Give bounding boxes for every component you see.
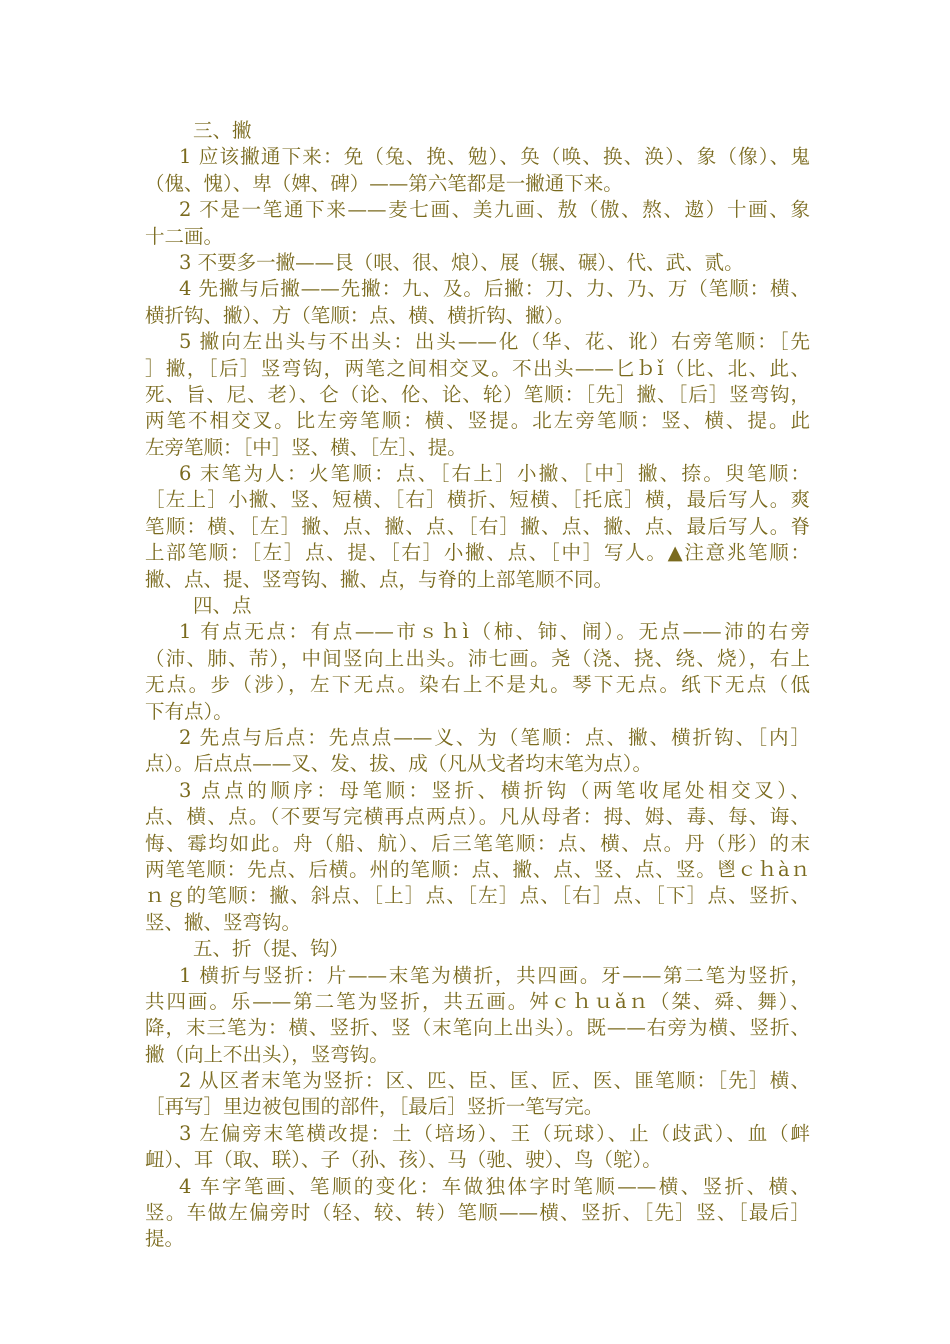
text-line: 4 先撇与后撇——先撇：九、及。后撇：刀、力、乃、万（笔顺：横、 [179, 277, 810, 301]
text-line: 衄）、耳（取、联）、子（孙、孩）、马（驰、驶）、鸟（鸵）。 [145, 1148, 662, 1172]
text-line: 上部笔顺：［左］点、提、［右］小撇、点、［中］写人。▲注意兆笔顺： [145, 541, 810, 565]
text-line: ［再写］里边被包围的部件，［最后］竖折一笔写完。 [145, 1095, 604, 1119]
text-line: 4 车字笔画、笔顺的变化：车做独体字时笔顺——横、竖折、横、 [179, 1174, 810, 1198]
text-line: 1 应该撇通下来：免（兔、挽、勉）、奂（唤、换、涣）、象（像）、鬼 [179, 145, 810, 169]
text-line: ［左上］小撇、竖、短横、［右］横折、短横、［托底］横，最后写人。爽 [145, 488, 810, 512]
text-line: 横折钩、撇）、方（笔顺：点、横、横折钩、撇）。 [145, 303, 575, 327]
text-line: ｎｇ的笔顺：撇、斜点、［上］点、［左］点、［右］点、［下］点、竖折、 [145, 884, 810, 908]
section-heading: 三、撇 [193, 119, 252, 142]
text-line: 笔顺：横、［左］撇、点、撇、点、［右］撇、点、撇、点、最后写人。脊 [145, 514, 810, 538]
text-line: 共四画。乐——第二笔为竖折，共五画。舛ｃｈｕǎｎ（桀、舜、舞）、 [145, 989, 810, 1013]
text-line: 3 点点的顺序：母笔顺：竖折、横折钩（两笔收尾处相交叉）、 [179, 778, 810, 802]
text-line: 5 撇向左出头与不出头：出头——化（华、花、讹）右旁笔顺：［先 [179, 330, 810, 354]
section-heading: 四、点 [193, 594, 252, 618]
text-line: 十二画。 [145, 224, 224, 248]
text-line: 6 末笔为人：火笔顺：点、［右上］小撇、［中］撇、捺。臾笔顺： [179, 462, 810, 486]
text-line: 竖、撇、竖弯钩。 [145, 910, 302, 934]
text-line: 1 有点无点：有点——市ｓｈì（柿、铈、闹）。无点——沛的右旁 [179, 620, 810, 644]
text-line: 悔、霉均如此。舟（船、航）、后三笔笔顺：点、横、点。丹（彤）的末 [145, 831, 810, 855]
text-line: 1 横折与竖折：片——末笔为横折，共四画。牙——第二笔为竖折， [179, 963, 810, 987]
text-line: 撇、点、提、竖弯钩、撇、点，与脊的上部笔顺不同。 [145, 567, 614, 591]
text-line: 点、横、点。（不要写完横再点两点）。凡从母者：拇、姆、毒、每、诲、 [145, 805, 810, 829]
text-line: 降，末三笔为：横、竖折、竖（末笔向上出头）。既——右旁为横、竖折、 [145, 1016, 810, 1040]
text-line: 2 不是一笔通下来——麦七画、美九画、敖（傲、熬、遨）十画、象 [179, 198, 810, 222]
text-line: 3 左偏旁末笔横改提：土（培场）、王（玩球）、止（歧武）、血（衅 [179, 1121, 810, 1145]
text-line: 下有点）。 [145, 699, 233, 723]
text-line: 左旁笔顺：［中］竖、横、［左］、提。 [145, 435, 467, 459]
text-line: 无点。步（涉），左下无点。染右上不是丸。琴下无点。纸下无点（低 [145, 673, 810, 697]
text-line: （沛、肺、芾），中间竖向上出头。沛七画。尧（浇、挠、绕、烧），右上 [145, 646, 810, 670]
text-line: （傀、愧）、卑（婢、碑）——第六笔都是一撇通下来。 [145, 171, 623, 195]
text-line: 两笔不相交叉。比左旁笔顺：横、竖提。北左旁笔顺：竖、横、提。此 [145, 409, 810, 433]
text-line: 提。 [145, 1227, 185, 1251]
document-page [145, 118, 810, 1253]
text-line: 2 先点与后点：先点点——义、为（笔顺：点、撇、横折钩、［内］ [179, 725, 810, 749]
text-line: 两笔笔顺：先点、后横。州的笔顺：点、撇、点、竖、点、竖。鬯ｃｈàｎ [145, 857, 810, 881]
text-line: 2 从区者末笔为竖折：区、匹、臣、匡、匠、医、匪笔顺：［先］横、 [179, 1069, 810, 1093]
text-line: 死、旨、尼、老）、仑（论、伦、论、轮）笔顺：［先］撇、［后］竖弯钩， [145, 382, 810, 406]
section-heading: 五、折（提、钩） [193, 937, 350, 961]
text-line: 撇（向上不出头），竖弯钩。 [145, 1042, 389, 1066]
text-line: 竖。车做左偏旁时（轻、较、转）笔顺——横、竖折、［先］竖、［最后］ [145, 1201, 810, 1225]
text-line: 点）。后点点——叉、发、拔、成（凡从戈者均末笔为点）。 [145, 752, 653, 776]
text-line: 3 不要多一撇——艮（哏、很、烺）、展（辗、碾）、代、武、贰。 [179, 250, 744, 274]
text-line: ］撇，［后］竖弯钩，两笔之间相交叉。不出头——匕ｂǐ（比、北、此、 [145, 356, 810, 380]
